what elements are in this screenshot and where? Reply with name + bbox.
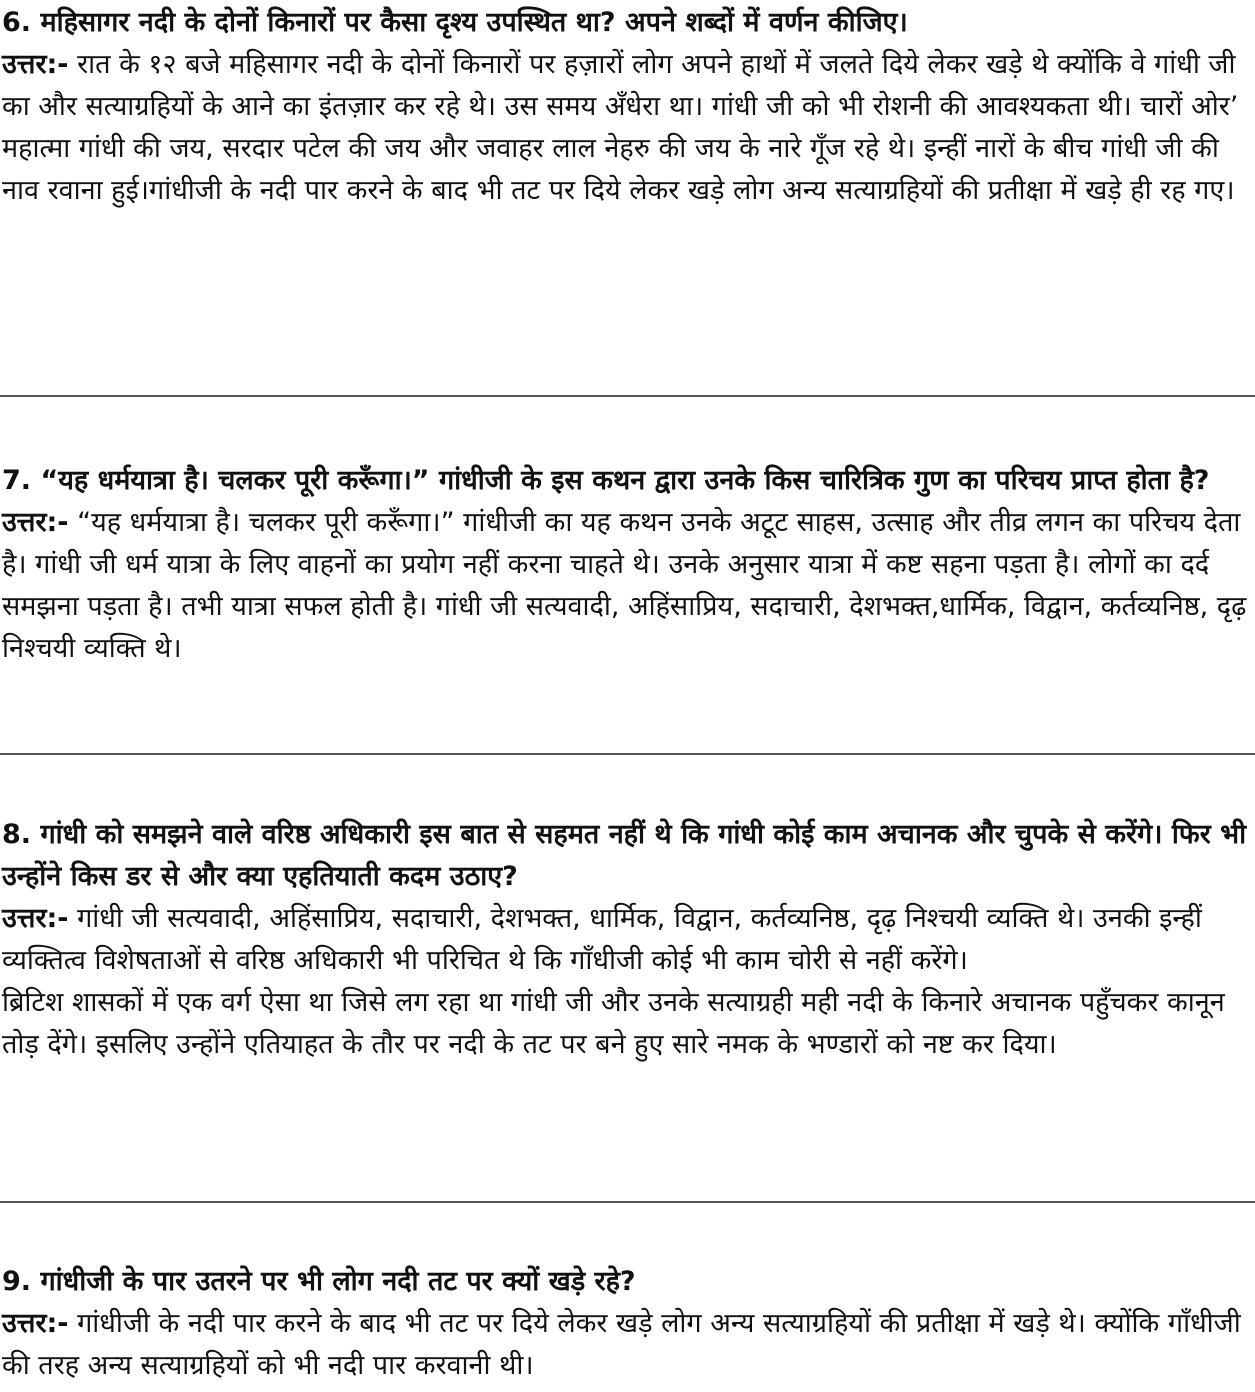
answer-label: उत्तर:- xyxy=(2,903,69,934)
answer-9 xyxy=(2,1303,1252,1387)
answer-9-text: गांधीजी के नदी पार करने के बाद भी तट पर दिये लेकर खड़े लोग अन्य सत्याग्रहियों की प्रतीक्षा में खड़े थे। क्योंकि गाँधीजी की तरह अन्य सत्याग्रहियों को भी नदी पार करवानी थी। xyxy=(2,1308,1241,1381)
answer-label: उत्तर:- xyxy=(2,1308,69,1339)
qa-block-8 xyxy=(2,814,1252,1066)
answer-7-text: “यह धर्मयात्रा है। चलकर पूरी करूँगा।” गांधीजी का यह कथन उनके अटूट साहस, उत्साह और तीव्र लगन का परिचय देता है। गांधी जी धर्म यात्रा के लिए वाहनों का प्रयोग नहीं करना चाहते थे। उनके अनुसार यात्रा में कष्ट सहना पड़ता है। लोगों का दर्द समझना पड़ता है। तभी यात्रा सफल होती है। गांधी जी सत्यवादी, अहिंसाप्रिय, सदाचारी, देशभक्त,धार्मिक, विद्वान, कर्तव्यनिष्ठ, दृढ़ निश्चयी व्यक्ति थे। xyxy=(2,507,1247,664)
question-9: 9. गांधीजी के पार उतरने पर भी लोग नदी तट पर क्यों खड़े रहे? xyxy=(2,1266,636,1297)
answer-8 xyxy=(2,898,1252,982)
answer-label: उत्तर:- xyxy=(2,49,69,80)
qa-block-9 xyxy=(2,1261,1252,1387)
answer-8-text-1: गांधी जी सत्यवादी, अहिंसाप्रिय, सदाचारी, देशभक्त, धार्मिक, विद्वान, कर्तव्यनिष्ठ, दृढ़ निश्चयी व्यक्ति थे। उनकी इन्हीं व्यक्तित्व विशेषताओं से वरिष्ठ अधिकारी भी परिचित थे कि गाँधीजी कोई भी काम चोरी से नहीं करेंगे। xyxy=(2,903,1202,976)
qa-block-6 xyxy=(2,2,1252,212)
divider-2 xyxy=(0,753,1255,755)
question-6: 6. महिसागर नदी के दोनों किनारों पर कैसा दृश्य उपस्थित था? अपने शब्दों में वर्णन कीजिए। xyxy=(2,7,908,38)
question-8: 8. गांधी को समझने वाले वरिष्ठ अधिकारी इस बात से सहमत नहीं थे कि गांधी कोई काम अचानक और चुपके से करेंगे। फिर भी उन्होंने किस डर से और क्या एहतियाती कदम उठाए? xyxy=(2,819,1247,892)
answer-8-paragraph-2: ब्रिटिश शासकों में एक वर्ग ऐसा था जिसे लग रहा था गांधी जी और उनके सत्याग्रही मही नदी के किनारे अचानक पहुँचकर कानून तोड़ देंगे। इसलिए उन्होंने एतियाहत के तौर पर नदी के तट पर बने हुए सारे नमक के भण्डारों को नष्ट कर दिया। xyxy=(2,987,1225,1060)
answer-6 xyxy=(2,44,1252,212)
answer-label: उत्तर:- xyxy=(2,507,69,538)
qa-block-7 xyxy=(2,460,1252,670)
divider-3 xyxy=(0,1201,1255,1203)
answer-6-text: रात के १२ बजे महिसागर नदी के दोनों किनारों पर हज़ारों लोग अपने हाथों में जलते दिये लेकर खड़े थे क्योंकि वे गांधी जी का और सत्याग्रहियों के आने का इंतज़ार कर रहे थे। उस समय अँधेरा था। गांधी जी को भी रोशनी की आवश्यकता थी। चारों ओर’ महात्मा गांधी की जय, सरदार पटेल की जय और जवाहर लाल नेहरु की जय के नारे गूँज रहे थे। इन्हीं नारों के बीच गांधी जी की नाव रवाना हुई।गांधीजी के नदी पार करने के बाद भी तट पर दिये लेकर खड़े लोग अन्य सत्याग्रहियों की प्रतीक्षा में खड़े ही रह गए। xyxy=(2,49,1239,206)
question-7: 7. “यह धर्मयात्रा है। चलकर पूरी करूँगा।” गांधीजी के इस कथन द्वारा उनके किस चारित्रिक गुण का परिचय प्राप्त होता है? xyxy=(2,465,1210,496)
divider-1 xyxy=(0,395,1255,397)
answer-7 xyxy=(2,502,1252,670)
